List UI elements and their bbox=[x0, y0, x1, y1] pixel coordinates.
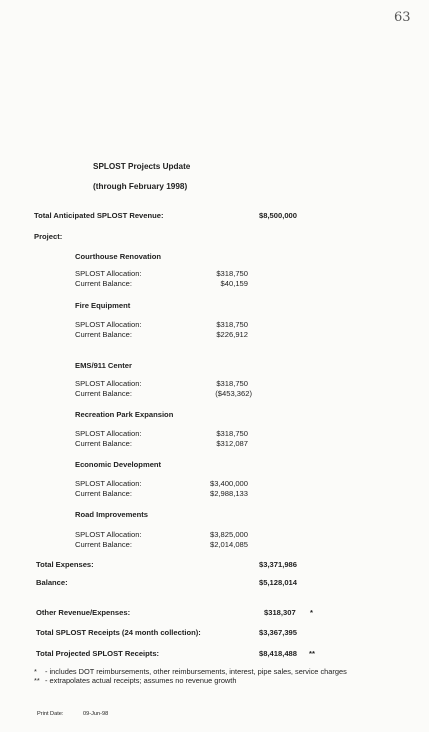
other-revenue-label: Other Revenue/Expenses: bbox=[36, 608, 131, 617]
balance-label: Current Balance: bbox=[75, 279, 132, 288]
print-date-label: Print Date: bbox=[37, 711, 64, 717]
footnotes bbox=[34, 667, 374, 685]
balance-label: Current Balance: bbox=[75, 489, 132, 498]
receipts-value: $3,367,395 bbox=[259, 628, 298, 637]
other-revenue-value: $318,307 bbox=[264, 608, 296, 617]
allocation-label: SPLOST Allocation: bbox=[75, 429, 142, 438]
allocation-value: $318,750 bbox=[216, 320, 248, 329]
balance-label: Current Balance: bbox=[75, 439, 132, 448]
allocation-label: SPLOST Allocation: bbox=[75, 530, 142, 539]
footnote bbox=[34, 667, 374, 676]
balance-label: Current Balance: bbox=[75, 540, 132, 549]
balance-value: $2,014,085 bbox=[209, 540, 248, 549]
allocation-value: $3,825,000 bbox=[209, 530, 248, 539]
allocation-value: $318,750 bbox=[216, 429, 248, 438]
balance-value: ($453,362) bbox=[215, 389, 252, 398]
projected-value: $8,418,488 bbox=[259, 649, 298, 658]
balance-total-value: $5,128,014 bbox=[259, 578, 298, 587]
allocation-value: $318,750 bbox=[216, 379, 248, 388]
project-name: Road Improvements bbox=[75, 510, 149, 519]
allocation-value: $318,750 bbox=[216, 269, 248, 278]
document-title: SPLOST Projects Update bbox=[93, 162, 191, 171]
total-expenses-value: $3,371,986 bbox=[259, 560, 298, 569]
footnote-text: - extrapolates actual receipts; assumes no revenue growth bbox=[45, 676, 237, 685]
allocation-label: SPLOST Allocation: bbox=[75, 269, 142, 278]
total-expenses-label: Total Expenses: bbox=[36, 560, 94, 569]
page-number: 63 bbox=[394, 10, 411, 25]
footnote-mark: * bbox=[34, 667, 37, 676]
receipts-label: Total SPLOST Receipts (24 month collection): bbox=[36, 628, 201, 637]
balance-label: Current Balance: bbox=[75, 330, 132, 339]
project-heading: Project: bbox=[34, 232, 63, 241]
project-name: EMS/911 Center bbox=[75, 361, 132, 370]
allocation-label: SPLOST Allocation: bbox=[75, 379, 142, 388]
projected-label: Total Projected SPLOST Receipts: bbox=[36, 649, 160, 658]
project-name: Recreation Park Expansion bbox=[75, 410, 174, 419]
allocation-label: SPLOST Allocation: bbox=[75, 320, 142, 329]
footnote-text: - includes DOT reimbursements, other reimbursements, interest, pipe sales, service charges bbox=[45, 667, 347, 676]
project-name: Fire Equipment bbox=[75, 301, 131, 310]
allocation-value: $3,400,000 bbox=[209, 479, 248, 488]
footnote-mark: ** bbox=[34, 676, 40, 685]
print-date-value: 09-Jun-98 bbox=[83, 711, 109, 717]
balance-label: Current Balance: bbox=[75, 389, 132, 398]
allocation-label: SPLOST Allocation: bbox=[75, 479, 142, 488]
balance-value: $2,988,133 bbox=[209, 489, 248, 498]
document-subtitle: (through February 1998) bbox=[93, 182, 188, 191]
projected-mark: ** bbox=[309, 649, 315, 658]
balance-value: $40,159 bbox=[220, 279, 248, 288]
total-revenue-value: $8,500,000 bbox=[259, 211, 298, 220]
balance-value: $312,087 bbox=[216, 439, 248, 448]
balance-value: $226,912 bbox=[216, 330, 248, 339]
balance-total-label: Balance: bbox=[36, 578, 68, 587]
other-revenue-mark: * bbox=[310, 608, 313, 617]
project-name: Economic Development bbox=[75, 460, 162, 469]
footnote bbox=[34, 676, 374, 685]
total-revenue-label: Total Anticipated SPLOST Revenue: bbox=[34, 211, 164, 220]
project-name: Courthouse Renovation bbox=[75, 252, 162, 261]
